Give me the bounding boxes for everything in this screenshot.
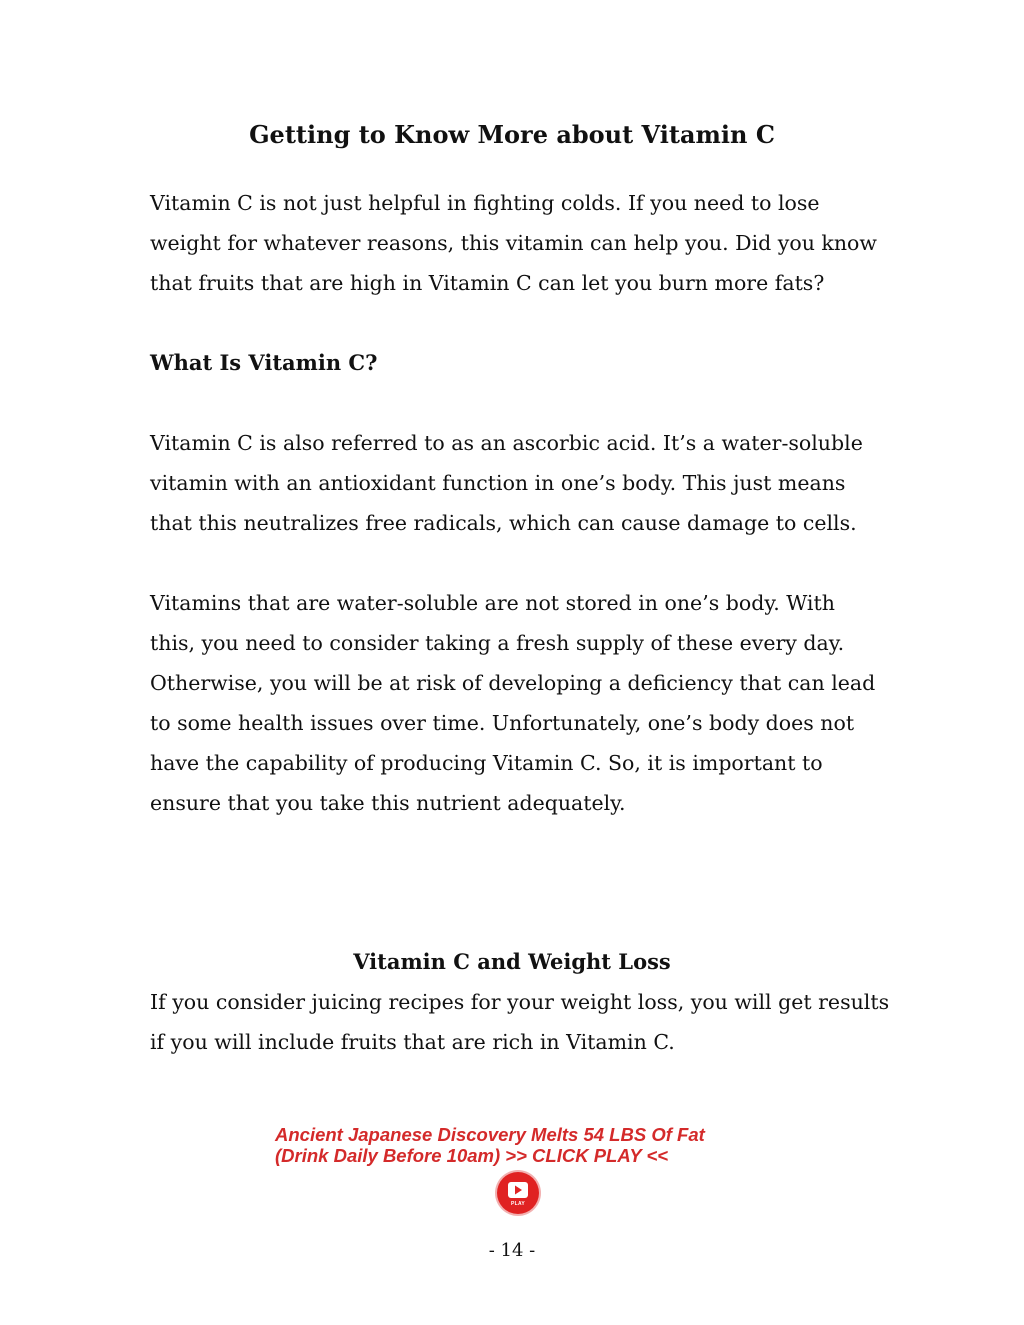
play-button-label: PLAY <box>510 1201 526 1207</box>
ad-text-line: (Drink Daily Before 10am) >> CLICK PLAY << <box>275 1145 669 1166</box>
section-heading-weight-loss: Vitamin C and Weight Loss <box>353 949 671 974</box>
text-line: to some health issues over time. Unfortunately, one’s body does not <box>150 711 855 735</box>
section-heading-what-is: What Is Vitamin C? <box>150 350 378 375</box>
ad-link[interactable] <box>275 1124 775 1166</box>
text-line: Otherwise, you will be at risk of developing a deficiency that can lead <box>150 671 876 695</box>
definition-paragraph <box>150 423 890 543</box>
text-line: that fruits that are high in Vitamin C can let you burn more fats? <box>150 271 825 295</box>
text-line: weight for whatever reasons, this vitamin can help you. Did you know <box>150 231 877 255</box>
text-line: Vitamin C is not just helpful in fighting colds. If you need to lose <box>150 191 820 215</box>
ad-text-line: Ancient Japanese Discovery Melts 54 LBS Of Fat <box>275 1124 705 1145</box>
text-line: if you will include fruits that are rich in Vitamin C. <box>150 1030 675 1054</box>
play-button[interactable] <box>497 1172 539 1214</box>
text-line: that this neutralizes free radicals, which can cause damage to cells. <box>150 511 857 535</box>
play-icon <box>497 1172 539 1214</box>
text-line: ensure that you take this nutrient adequately. <box>150 791 626 815</box>
text-line: If you consider juicing recipes for your weight loss, you will get results <box>150 990 890 1014</box>
text-line: vitamin with an antioxidant function in one’s body. This just means <box>150 471 846 495</box>
page-title: Getting to Know More about Vitamin C <box>249 120 775 149</box>
text-line: Vitamin C is also referred to as an ascorbic acid. It’s a water-soluble <box>150 431 863 455</box>
intro-paragraph <box>150 183 890 303</box>
page-number: - 14 - <box>488 1240 536 1261</box>
water-soluble-paragraph <box>150 583 890 823</box>
text-line: Vitamins that are water-soluble are not stored in one’s body. With <box>150 591 835 615</box>
text-line: have the capability of producing Vitamin C. So, it is important to <box>150 751 823 775</box>
text-line: this, you need to consider taking a fresh supply of these every day. <box>150 631 845 655</box>
weight-loss-paragraph <box>150 982 890 1062</box>
